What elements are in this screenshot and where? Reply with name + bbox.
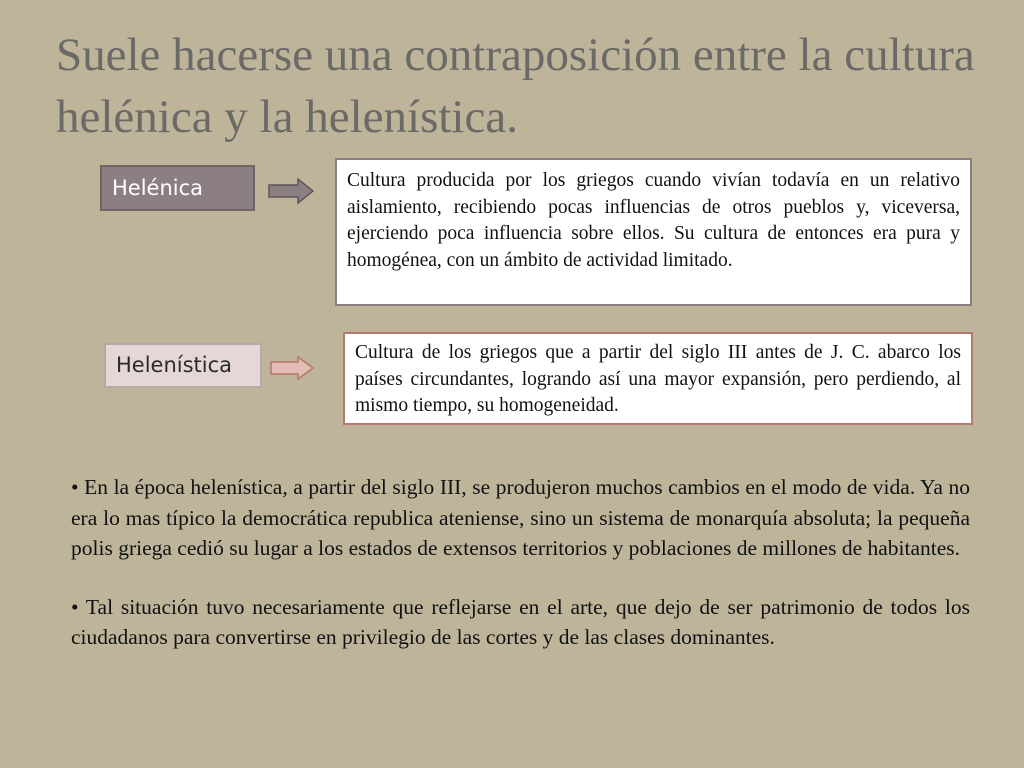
bullet-list <box>71 472 970 681</box>
bullet-item: • En la época helenística, a partir del siglo III, se produjeron muchos cambios en el modo de vida. Ya no era lo mas típico la democrática republica ateniense, sino un sistema de monarquía absoluta; la pequeña polis griega cedió su lugar a los estados de extensos territorios y poblaciones de millones de habitantes. <box>71 475 970 560</box>
right-arrow-icon <box>270 356 314 380</box>
right-arrow-icon <box>268 178 314 204</box>
slide-title: Suele hacerse una contraposición entre la cultura helénica y la helenística. <box>56 29 975 143</box>
bullet-item: • Tal situación tuvo necesariamente que reflejarse en el arte, que dejo de ser patrimonio de todos los ciudadanos para convertirse en privilegio de las cortes y de las clases dominantes. <box>71 594 970 649</box>
helenistica-description: Cultura de los griegos que a partir del siglo III antes de J. C. abarco los países circundantes, logrando así una mayor expansión, pero perdiendo, al mismo tiempo, su homogeneidad. <box>343 332 973 425</box>
label-helenica: Helénica <box>100 165 255 211</box>
helenica-description: Cultura producida por los griegos cuando vivían todavía en un relativo aislamiento, recibiendo pocas influencias de otros pueblos y, viceversa, ejerciendo poca influencia sobre ellos. Su cultura de entonces era pura y homogénea, con un ámbito de actividad limitado. <box>335 158 972 306</box>
label-helenistica: Helenística <box>104 343 262 388</box>
